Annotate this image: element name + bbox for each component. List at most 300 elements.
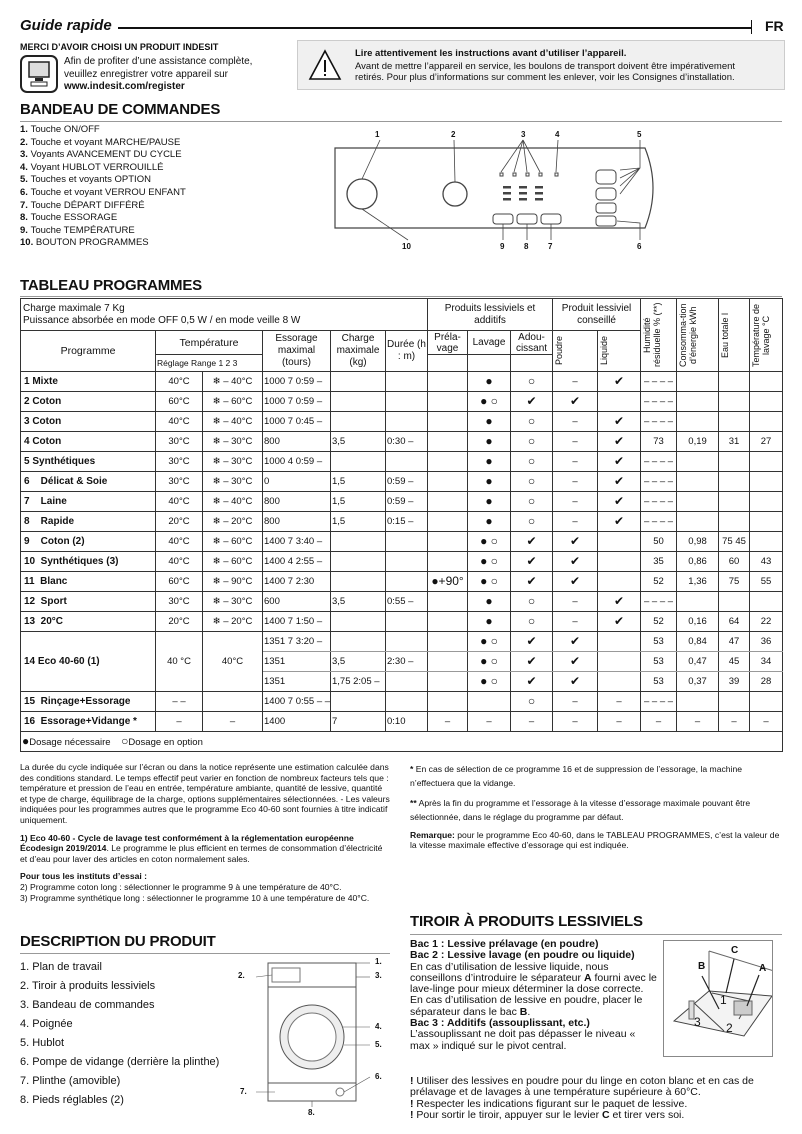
cell-eau: 75 xyxy=(719,572,750,592)
section-rule xyxy=(20,296,782,297)
control-panel-diagram xyxy=(325,128,670,283)
col-group-conseille: Produit lessiviel conseillé xyxy=(553,299,641,331)
cell-liquide xyxy=(598,392,641,412)
cell-poudre: – xyxy=(553,612,598,632)
cell-range: ❄ – 60°C xyxy=(203,552,263,572)
cell-poudre: – xyxy=(553,372,598,392)
section-title-tiroir: TIROIR À PRODUITS LESSIVIELS xyxy=(410,913,643,930)
cell-adoucissant: ✔ xyxy=(511,532,553,552)
cell-essorage: 1000 4 0:59 – xyxy=(263,452,331,472)
callout-8: 8 xyxy=(524,242,529,251)
cell-range: ❄ – 60°C xyxy=(203,392,263,412)
cell-reglage: – – xyxy=(156,692,203,712)
cell-poudre: – xyxy=(553,492,598,512)
col-reglage-range xyxy=(156,355,263,372)
fig-label-c: C xyxy=(731,945,739,956)
cell-eau: 45 xyxy=(719,652,750,672)
cell-eau: 47 xyxy=(719,632,750,652)
fig-label-b: B xyxy=(698,961,706,972)
cell-prelavage xyxy=(428,492,468,512)
header-tick xyxy=(751,20,752,34)
program-row xyxy=(21,572,783,592)
cell-liquide xyxy=(598,532,641,552)
cell-charge: 1,5 xyxy=(331,512,386,532)
control-item xyxy=(20,237,186,250)
cell-lavage: ● ○ xyxy=(468,392,511,412)
cell-eau: 60 xyxy=(719,552,750,572)
cell-charge xyxy=(331,392,386,412)
cell-liquide xyxy=(598,572,641,592)
cell-humidite: 35 xyxy=(641,552,677,572)
cell-temperature-lavage xyxy=(750,452,783,472)
cell-charge: 1,5 xyxy=(331,472,386,492)
cell-humidite: 52 xyxy=(641,612,677,632)
cell-humidite: – – – – xyxy=(641,392,677,412)
cell-reglage: 30°C xyxy=(156,472,203,492)
description-item: 8. Pieds réglables (2) xyxy=(20,1094,124,1106)
cell-programme: 5 Synthétiques xyxy=(21,452,156,472)
cell-liquide xyxy=(598,552,641,572)
bac3-title: Bac 3 : Additifs (assouplissant, etc.) xyxy=(410,1017,590,1030)
cell-prelavage xyxy=(428,512,468,532)
control-number: 3. xyxy=(20,149,31,161)
section-rule xyxy=(20,953,390,954)
control-label: Voyants AVANCEMENT DU CYCLE xyxy=(30,149,182,161)
control-label: Touche TEMPÉRATURE xyxy=(30,224,135,236)
cell-consommation: 0,84 xyxy=(677,632,719,652)
cell-poudre: – xyxy=(553,692,598,712)
description-item: 6. Pompe de vidange (derrière la plinthe) xyxy=(20,1056,220,1068)
fig-label-3: 3 xyxy=(694,1015,701,1029)
cell-range: ❄ – 90°C xyxy=(203,572,263,592)
cell-adoucissant: ✔ xyxy=(511,632,553,652)
cell-prelavage xyxy=(428,652,468,672)
cell-eau xyxy=(719,692,750,712)
cell-programme: 3 Coton xyxy=(21,412,156,432)
cell-temperature-lavage: 34 xyxy=(750,652,783,672)
control-item xyxy=(20,174,186,187)
cell-humidite: – – – – xyxy=(641,592,677,612)
col-prelavage: Préla-vage xyxy=(428,331,468,355)
cell-reglage: 60°C xyxy=(156,392,203,412)
cell-temperature-lavage: 36 xyxy=(750,632,783,652)
cell-range xyxy=(203,692,263,712)
eco-note: . Le programme le plus efficient en termes de consommation d’électricité et d’eau pour laver des articles en coton normalement sales. xyxy=(20,843,383,864)
cell-adoucissant: ○ xyxy=(511,592,553,612)
drawing-callout: 8. xyxy=(308,1108,315,1117)
cell-liquide: ✔ xyxy=(598,612,641,632)
cell-range: ❄ – 30°C xyxy=(203,472,263,492)
cell-range: ❄ – 20°C xyxy=(203,612,263,632)
duration-note: La durée du cycle indiquée sur l’écran ou dans la notice représente une estimation calculée dans des conditions standard. Le temps effectif peut varier en fonction de nombreux facteurs tels que : température et pression de l’eau en entrée, température ambiante, quantité de lessive, quantité et type de charge, équilibrage de la charge, options supplémentaires sélectionnées. - Les valeurs indiquées pour les programmes autres que le programme Eco 40-60 sont fournies à titre indicatif uniquement. xyxy=(20,762,390,825)
cell-charge xyxy=(331,552,386,572)
cell-poudre: – xyxy=(553,452,598,472)
control-item xyxy=(20,212,186,225)
cell-adoucissant: ○ xyxy=(511,512,553,532)
cell-programme: 2 Coton xyxy=(21,392,156,412)
col-liquide: Liquide xyxy=(599,336,610,366)
cell-duree xyxy=(386,672,428,692)
warning-mark: ! xyxy=(410,1075,417,1087)
cell-liquide xyxy=(598,672,641,692)
cell-humidite: – – – – xyxy=(641,472,677,492)
cell-reglage: 40°C xyxy=(156,412,203,432)
col-range: Range 1 2 3 xyxy=(191,358,238,368)
label-c: C xyxy=(602,1108,610,1121)
cell-poudre: – xyxy=(553,512,598,532)
cell-liquide: ✔ xyxy=(598,452,641,472)
cell-charge xyxy=(331,412,386,432)
cell-range: ❄ – 20°C xyxy=(203,512,263,532)
control-number: 10. xyxy=(20,237,36,249)
cell-consommation xyxy=(677,472,719,492)
cell-charge: 1,75 2:05 – xyxy=(331,672,386,692)
cell-liquide: ✔ xyxy=(598,492,641,512)
description-item: 1. Plan de travail xyxy=(20,961,102,973)
col-conso: Consomma-tion d’énergie kWh xyxy=(678,303,699,367)
cell-humidite: – – – – xyxy=(641,412,677,432)
drawer-illustration xyxy=(663,940,773,1057)
cell-consommation: 0,16 xyxy=(677,612,719,632)
cell-temperature-lavage: – xyxy=(750,712,783,732)
control-number: 4. xyxy=(20,161,31,173)
callout-2: 2 xyxy=(451,130,456,139)
bac1-title: Bac 1 : Lessive prélavage (en poudre) xyxy=(410,938,599,950)
instituts-title: Pour tous les instituts d’essai : xyxy=(20,871,148,882)
cell-programme: 1 Mixte xyxy=(21,372,156,392)
cell-prelavage xyxy=(428,592,468,612)
cell-prelavage xyxy=(428,612,468,632)
warning-mark: ! xyxy=(410,1108,417,1121)
cell-lavage xyxy=(468,692,511,712)
cell-liquide: ✔ xyxy=(598,592,641,612)
cell-consommation: 0,47 xyxy=(677,652,719,672)
cell-prelavage xyxy=(428,372,468,392)
cell-charge xyxy=(331,692,386,712)
cell-duree: 0:59 – xyxy=(386,472,428,492)
cell-adoucissant: ○ xyxy=(511,432,553,452)
cell-eau xyxy=(719,492,750,512)
cell-essorage: 600 xyxy=(263,592,331,612)
col-temp-lavage: Température de lavage °C xyxy=(751,303,772,367)
drawing-callout: 7. xyxy=(240,1087,247,1096)
footnote-mark: * xyxy=(410,764,414,774)
legend-option-icon: ○ xyxy=(121,733,129,748)
cell-prelavage xyxy=(428,432,468,452)
cell-temperature-lavage xyxy=(750,392,783,412)
cell-reglage: 40°C xyxy=(156,532,203,552)
cell-reglage: 20°C xyxy=(156,512,203,532)
bac2-powder-note-end: . xyxy=(527,1005,531,1018)
cell-prelavage xyxy=(428,452,468,472)
cell-duree xyxy=(386,372,428,392)
cell-essorage: 1000 7 0:59 – xyxy=(263,372,331,392)
cell-liquide: – xyxy=(598,712,641,732)
cell-essorage: 1351 xyxy=(263,672,331,692)
control-number: 2. xyxy=(20,136,31,148)
cell-duree xyxy=(386,552,428,572)
cell-prelavage: ●+90° xyxy=(428,572,468,592)
header-rule xyxy=(118,27,751,29)
control-item xyxy=(20,124,186,137)
control-item xyxy=(20,149,186,162)
cell-range: ❄ – 40°C xyxy=(203,412,263,432)
cell-humidite: 53 xyxy=(641,672,677,692)
callout-7: 7 xyxy=(548,242,553,251)
cell-lavage: ● xyxy=(468,412,511,432)
cell-humidite: – – – – xyxy=(641,512,677,532)
cell-essorage: 1400 xyxy=(263,712,331,732)
cell-essorage: 1000 7 0:45 – xyxy=(263,412,331,432)
fig-label-1: 1 xyxy=(720,993,727,1007)
control-list xyxy=(20,124,186,250)
cell-humidite: – – – – xyxy=(641,372,677,392)
control-item xyxy=(20,137,186,150)
computer-icon xyxy=(20,55,58,93)
col-poudre: Poudre xyxy=(554,336,565,366)
cell-adoucissant: ✔ xyxy=(511,552,553,572)
control-label: Voyant HUBLOT VERROUILLÉ xyxy=(30,161,164,173)
col-essorage: Essorage maximal (tours) xyxy=(263,331,331,372)
cell-lavage: ● ○ xyxy=(468,532,511,552)
cell-eau xyxy=(719,512,750,532)
cell-humidite: – – – – xyxy=(641,492,677,512)
cell-range: ❄ – 30°C xyxy=(203,432,263,452)
control-label: BOUTON PROGRAMMES xyxy=(35,237,149,249)
col-temperature: Température xyxy=(156,331,263,355)
cell-charge xyxy=(331,612,386,632)
cell-temperature-lavage xyxy=(750,512,783,532)
footnote-star: En cas de sélection de ce programme 16 et de suppression de l’essorage, la machine n’effectuera que la vidange. xyxy=(410,764,743,788)
cell-essorage: 1000 7 0:59 – xyxy=(263,392,331,412)
cell-consommation: 0,86 xyxy=(677,552,719,572)
cell-eau xyxy=(719,372,750,392)
cell-range: ❄ – 30°C xyxy=(203,592,263,612)
cell-temperature-lavage: 55 xyxy=(750,572,783,592)
cell-consommation: 0,98 xyxy=(677,532,719,552)
doc-title: Guide rapide xyxy=(20,17,112,34)
footnote-mark: ** xyxy=(410,798,417,808)
legend-full: Dosage nécessaire xyxy=(29,736,111,748)
control-label: Touches et voyants OPTION xyxy=(30,174,151,186)
warning-powder: Utiliser des lessives en poudre pour du linge en coton blanc et en cas de prélavage et de lavages à une température supérieure à 60°C. xyxy=(410,1075,754,1099)
cell-prelavage xyxy=(428,692,468,712)
program-row xyxy=(21,532,783,552)
cell-consommation xyxy=(677,392,719,412)
control-number: 6. xyxy=(20,186,31,198)
callout-9: 9 xyxy=(500,242,505,251)
cell-lavage: ● ○ xyxy=(468,652,511,672)
cell-temperature-lavage: 22 xyxy=(750,612,783,632)
cell-prelavage xyxy=(428,672,468,692)
section-title-tableau: TABLEAU PROGRAMMES xyxy=(20,277,202,294)
col-programme: Programme xyxy=(21,331,156,372)
cell-essorage: 1351 7 3:20 – xyxy=(263,632,331,652)
legend-full-icon: ● xyxy=(22,733,30,748)
col-duree: Durée (h : m) xyxy=(386,331,428,372)
section-title-bandeau: BANDEAU DE COMMANDES xyxy=(20,101,221,118)
control-item xyxy=(20,225,186,238)
cell-range: ❄ – 40°C xyxy=(203,372,263,392)
cell-programme: 15 Rinçage+Essorage xyxy=(21,692,156,712)
cell-liquide: ✔ xyxy=(598,472,641,492)
cell-adoucissant: – xyxy=(511,712,553,732)
cell-adoucissant: ○ xyxy=(511,612,553,632)
cell-eau xyxy=(719,452,750,472)
cell-eau: – xyxy=(719,712,750,732)
cell-lavage: ● xyxy=(468,612,511,632)
notes-right xyxy=(410,762,785,850)
cell-essorage: 800 xyxy=(263,432,331,452)
cell-charge xyxy=(331,452,386,472)
program-row xyxy=(21,552,783,572)
cell-eau: 31 xyxy=(719,432,750,452)
cell-eau: 64 xyxy=(719,612,750,632)
cell-lavage: ● ○ xyxy=(468,632,511,652)
col-humidite: Humidité résiduelle % (**) xyxy=(642,302,663,368)
col-adoucissant: Adou-cissant xyxy=(511,331,553,355)
cell-consommation xyxy=(677,592,719,612)
control-number: 7. xyxy=(20,199,31,211)
cell-temperature-lavage xyxy=(750,532,783,552)
warning-mark: ! xyxy=(410,1097,417,1110)
cell-duree: 0:55 – xyxy=(386,592,428,612)
cell-essorage: 1400 7 0:55 – – xyxy=(263,692,331,712)
cell-temperature-lavage xyxy=(750,372,783,392)
tiroir-text xyxy=(410,939,658,1052)
remarque-label: Remarque: xyxy=(410,830,455,840)
cell-consommation: – xyxy=(677,712,719,732)
col-lavage: Lavage xyxy=(468,331,511,355)
col-reglage: Réglage xyxy=(157,358,189,368)
cell-programme: 11 Blanc xyxy=(21,572,156,592)
cell-eau: 75 45 xyxy=(719,532,750,552)
cell-eau xyxy=(719,412,750,432)
cell-programme: 4 Coton xyxy=(21,432,156,452)
cell-prelavage xyxy=(428,472,468,492)
cell-eau: 39 xyxy=(719,672,750,692)
cell-adoucissant: ○ xyxy=(511,492,553,512)
cell-lavage: ● xyxy=(468,592,511,612)
washing-machine-drawing xyxy=(230,955,395,1120)
cell-poudre: ✔ xyxy=(553,632,598,652)
control-label: Touche ESSORAGE xyxy=(30,212,118,224)
cell-temperature-lavage xyxy=(750,472,783,492)
cell-programme: 8 Rapide xyxy=(21,512,156,532)
cell-adoucissant: ✔ xyxy=(511,672,553,692)
control-label: Touche et voyant VERROU ENFANT xyxy=(30,186,186,198)
cell-charge: 3,5 xyxy=(331,432,386,452)
bac3-note: L’assouplissant ne doit pas dépasser le niveau « max » indiqué sur le pivot central. xyxy=(410,1028,636,1052)
warning-line1: Avant de mettre l’appareil en service, les boulons de transport doivent être impérativement xyxy=(355,60,736,72)
control-item xyxy=(20,200,186,213)
callout-5: 5 xyxy=(637,130,642,139)
cell-lavage: ● xyxy=(468,432,511,452)
programs-table xyxy=(20,298,783,752)
cell-programme: 16 Essorage+Vidange * xyxy=(21,712,156,732)
cell-temperature-lavage xyxy=(750,492,783,512)
cell-humidite: – – – – xyxy=(641,452,677,472)
cell-lavage: ● ○ xyxy=(468,672,511,692)
cell-temperature-lavage: 27 xyxy=(750,432,783,452)
cell-lavage: ● xyxy=(468,452,511,472)
cell-reglage: 30°C xyxy=(156,432,203,452)
cell-duree xyxy=(386,632,428,652)
col-group-produits: Produits lessiviels et additifs xyxy=(428,299,553,331)
cell-reglage: 30°C xyxy=(156,452,203,472)
cell-consommation xyxy=(677,372,719,392)
control-item xyxy=(20,162,186,175)
control-label: Touche DÉPART DIFFÉRÉ xyxy=(30,199,145,211)
cell-reglage: 30°C xyxy=(156,592,203,612)
cell-duree: 0:30 – xyxy=(386,432,428,452)
drawing-callout: 6. xyxy=(375,1072,382,1081)
cell-duree: 0:59 – xyxy=(386,492,428,512)
cell-adoucissant: ○ xyxy=(511,692,553,712)
cell-consommation xyxy=(677,492,719,512)
drawing-callout: 3. xyxy=(375,971,382,980)
cell-lavage: ● xyxy=(468,512,511,532)
cell-adoucissant: ○ xyxy=(511,472,553,492)
cell-lavage: ● ○ xyxy=(468,572,511,592)
program-row xyxy=(21,512,783,532)
cell-consommation: 0,37 xyxy=(677,672,719,692)
control-number: 9. xyxy=(20,224,31,236)
callout-1: 1 xyxy=(375,130,380,139)
control-label: Touche et voyant MARCHE/PAUSE xyxy=(30,136,181,148)
control-number: 1. xyxy=(20,124,31,135)
cell-prelavage xyxy=(428,552,468,572)
callout-6: 6 xyxy=(637,242,642,251)
cell-liquide xyxy=(598,632,641,652)
section-rule xyxy=(20,121,782,122)
cell-consommation xyxy=(677,412,719,432)
program-row xyxy=(21,692,783,712)
control-number: 5. xyxy=(20,174,31,186)
cell-poudre: – xyxy=(553,592,598,612)
cell-duree: 0:10 xyxy=(386,712,428,732)
cell-liquide xyxy=(598,652,641,672)
cell-prelavage: – xyxy=(428,712,468,732)
register-link[interactable]: www.indesit.com/register xyxy=(64,81,185,92)
cell-charge: 1,5 xyxy=(331,492,386,512)
cell-temperature-lavage: 28 xyxy=(750,672,783,692)
cell-programme: 10 Synthétiques (3) xyxy=(21,552,156,572)
cell-reglage: – xyxy=(156,712,203,732)
institut-note-2: 2) Programme coton long : sélectionner le programme 9 à une température de 40°C. xyxy=(20,881,342,892)
cell-temperature-lavage xyxy=(750,692,783,712)
cell-essorage: 1400 4 2:55 – xyxy=(263,552,331,572)
cell-eau xyxy=(719,392,750,412)
thanks-title: MERCI D’AVOIR CHOISI UN PRODUIT INDESIT xyxy=(20,42,219,52)
max-load: Charge maximale 7 Kg xyxy=(23,302,125,314)
cell-poudre: ✔ xyxy=(553,532,598,552)
cell-liquide: ✔ xyxy=(598,512,641,532)
program-row xyxy=(21,372,783,392)
cell-charge xyxy=(331,632,386,652)
cell-humidite: 73 xyxy=(641,432,677,452)
cell-poudre: – xyxy=(553,472,598,492)
control-item xyxy=(20,187,186,200)
section-title-description: DESCRIPTION DU PRODUIT xyxy=(20,933,216,950)
cell-consommation: 0,19 xyxy=(677,432,719,452)
cell-essorage: 0 xyxy=(263,472,331,492)
cell-charge: 3,5 xyxy=(331,592,386,612)
cell-essorage: 1400 7 1:50 – xyxy=(263,612,331,632)
cell-poudre: – xyxy=(553,432,598,452)
cell-prelavage xyxy=(428,532,468,552)
warning-remove: Pour sortir le tiroir, appuyer sur le levier xyxy=(416,1108,602,1121)
